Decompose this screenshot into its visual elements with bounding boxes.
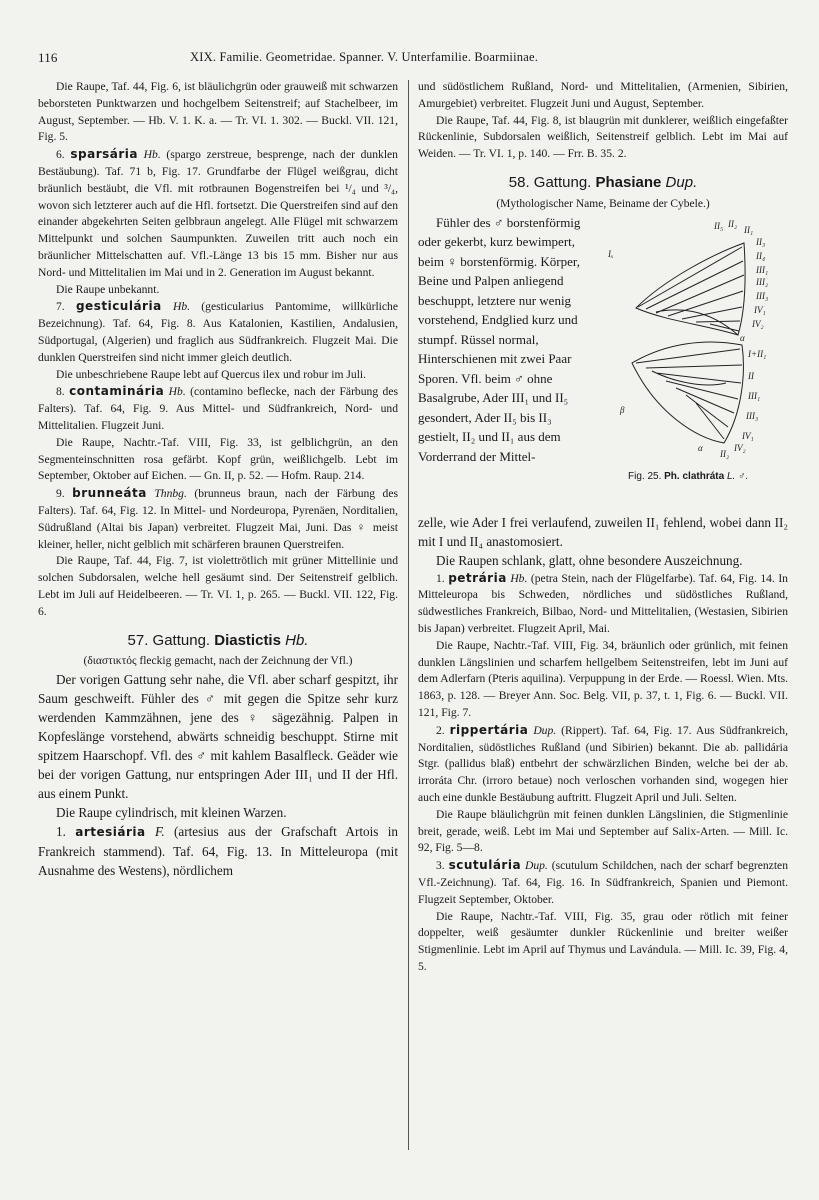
vein-label: IV₁	[754, 304, 766, 315]
vein-label: α	[698, 442, 703, 453]
vein-label: I+II₁	[748, 348, 767, 359]
vein-label: II₄	[756, 250, 766, 261]
left-column	[38, 79, 398, 880]
running-title: XIX. Familie. Geometridae. Spanner. V. Unterfamilie. Boarmiinae.	[190, 50, 539, 64]
figure-block	[418, 213, 788, 513]
species-author: F.	[154, 824, 165, 840]
vein-label: III₃	[746, 410, 759, 421]
vein-label: II	[748, 370, 754, 381]
genus-description: Fühler des ♂ borstenförmig oder gekerbt, kurz bewimpert, beim ♀ borstenförmig. Körper, Beine und Palpen anliegend beschuppt, letztere nur wenig vorstehend, Endglied kurz und stumpf. Rüssel normal, Hinterschienen mit zwei Paar Sporen. Vfl. beim ♂ ohne Basalgrube, Ader III₁ und II₅ gesondert, Ader II₅ bis II₃ gestielt, II₂ und II₁ aus dem Vorderrand der Mittel-	[418, 214, 581, 464]
caterpillar-note: Die Raupe cylindrisch, mit kleinen Warzen.	[56, 805, 287, 821]
species-author: Hb.	[168, 385, 186, 399]
caterpillar-note: Die Raupe bläulichgrün mit feinen dunklen Längslinien, die Stigmenlinie breit, gerade, weiß. Lebt im Mai und September auf Salix-Arten. — Mill. Ic. 92, Fig. 5—8.	[418, 807, 788, 855]
caterpillar-note: Die Raupen schlank, glatt, ohne besondere Auszeichnung.	[436, 552, 743, 568]
vein-label: II₁	[744, 224, 754, 235]
caterpillar-note: Die unbeschriebene Raupe lebt auf Quercus ilex und robur im Juli.	[56, 367, 367, 381]
species-name: sparsária	[70, 147, 138, 162]
caterpillar-note: Die Raupe, Nachtr.-Taf. VIII, Fig. 33, ist gelblichgrün, an den Segmenteinschnitten rosa gefärbt. Kopf grün, weißlichgelb. Lebt im September, Oktober auf Eichen. — Gn. II, p. 52. — Hofm. Raup. 214.	[38, 435, 398, 483]
vein-label: α	[740, 332, 745, 343]
caterpillar-note: Die Raupe, Nachtr.-Taf. VIII, Fig. 35, grau oder rötlich mit feiner doppelter, weiß gesäumter dunkler Rückenlinie und breiter weißer Stigmenlinie. Lebt im April auf Thymus und Lavándula. — Mill. Ic. 39, Fig. 4, 5.	[418, 909, 788, 973]
caterpillar-note: Die Raupe, Taf. 44, Fig. 7, ist violettrötlich mit grüner Mittellinie und solchen Subdorsalen, welche hell gesäumt sind. Der Seitenstreif gelblich. Lebt im Juli auf Heidelbeeren. — Tr. VI. 1, p. 265. — Buckl. VII. 122, Fig. 6.	[38, 554, 398, 618]
vein-label: III₃	[756, 290, 769, 301]
column-divider	[408, 80, 409, 1150]
vein-label: III₁	[748, 390, 761, 401]
species-entry: 7. gesticulária Hb. (gesticularius Pantomime, willkürliche Bezeichnung). Taf. 64, Fig. 8. Aus Katalonien, Kastilien, Andalusien, Südportugal, (Algerien) und fraglich aus Südfrankreich. Flugzeit Mai. Die dunklen Querstreifen sind nicht immer gleich deutlich.	[38, 299, 398, 364]
vein-label: β	[620, 404, 625, 415]
species-entry: 3. scutulária Dup. (scutulum Schildchen, nach der scharf begrenzten Vfl.-Zeichnung). Taf. 64, Fig. 16. In Südfrankreich, Spanien und Piemont. Flugzeit September, Oktober.	[418, 858, 788, 906]
paragraph: Die Raupe, Taf. 44, Fig. 6, ist bläulichgrün oder grauweiß mit schwarzen beborsteten Punktwarzen und hochgelbem Seitenstreif; auf Stachelbeer, im August, September. — Hb. V. 1. K. a. — Tr. VI. 1. 302. — Buckl. VII. 121, Fig. 5.	[38, 80, 398, 144]
genus-name: Phasiane	[595, 173, 662, 191]
genus-description: Der vorigen Gattung sehr nahe, die Vfl. aber scharf gespitzt, ihr Saum geschweift. Fühler des ♂ mit gegen die Spitze sehr kurz werdenden Kammzähnen, jene des ♀ sägezähnig. Palpen in Kopfeslänge vorstehend, abwärts schneidig beschuppt. Stirne mit spitzem Haarschopf. Vfl. des ♂ mit kahlem Basalfleck. Geäder wie bei der vorigen Gattung, nur entspringen Ader III₁ und II der Hfl. aus einem Punkt.	[38, 672, 398, 802]
species-text: (artesius aus der Grafschaft Artois in Frankreich stammend). Taf. 64, Fig. 13. In Mitteleuropa (mit Ausnahme des Westens), nördlichem	[38, 824, 399, 879]
species-entry: 8. contaminária Hb. (contamino beflecke, nach der Färbung des Falters). Taf. 64, Fig. 9. Aus Mittel- und Südfrankreich, Nord- und Mittelitalien. Flugzeit Juni.	[38, 384, 398, 432]
species-entry: 2. rippertária Dup. (Rippert). Taf. 64, Fig. 17. Aus Südfrankreich, Norditalien, südöstliches Rußland (und Sibirien) bekannt. Die ab. pallidária Stgr. (pallidus blaß) entbehrt der schwärzlichen Binden, welche bei der ab. irroráta Chr. (irroro betaue) noch verloschen vorhanden sind, wogegen hier auch eine dunkle Bestäubung auftritt. Flugzeit April und Juli. Selten.	[418, 722, 789, 804]
species-name: gesticulária	[75, 299, 162, 314]
genus-heading: 57. Gattung. Diastictis Hb.	[127, 631, 309, 649]
species-author: Dup.	[533, 723, 557, 737]
species-name: brunneáta	[72, 486, 147, 501]
species-entry: 6. sparsária Hb. (spargo zerstreue, besprenge, nach der dunklen Bestäubung). Taf. 71 b, Fig. 17. Grundfarbe der Flügel weißgrau, dicht bräunlich bestäubt, die Vfl. mit rotbraunen Bogenstreifen bei ¹/₄ und ³/₄, wovon sich letzterer auch auf die Hfl. fortsetzt. Die Querstreifen sind auf den einander abgekehrten Seiten gelbbraun angelegt. Alle Flügel mit schwarzem Mittelpunkt und solchen Saumpunkten. Zuweilen tritt auch noch ein bräunlicher Mittelschatten auf. Vfl.-Länge 13 bis 15 mm. Bisher nur aus Nord- und Mittelitalien im Mai und in 2. Generation im August bekannt.	[38, 147, 398, 279]
species-text: (petra Stein, nach der Flügelfarbe). Taf. 64, Fig. 14. In Mitteleuropa bis Schweden, nördliches und südöstliches Rußland, südwestliches Frankreich, Bilbao, Nord- und Mittelitalien, (Westasien, Sibirien bis Japan) verbreitet. Flugzeit April, Mai.	[418, 571, 788, 635]
vein-label: IV₂	[752, 318, 764, 329]
species-author: Dup.	[524, 859, 548, 873]
vein-label: II₃	[756, 236, 766, 247]
species-name: petrária	[448, 570, 507, 585]
species-name: scutulária	[448, 858, 522, 873]
paragraph: zelle, wie Ader I frei verlaufend, zuweilen II₁ fehlend, wobei dann II₂ mit I und II₄ anastomosiert.	[418, 514, 788, 549]
vein-label: II₂	[720, 448, 730, 459]
species-entry: 1. petrária Hb. (petra Stein, nach der Flügelfarbe). Taf. 64, Fig. 14. In Mitteleuropa bis Schweden, nördliches und südöstliches Rußland, südwestliches Frankreich, Bilbao, Nord- und Mittelitalien, (Westasien, Sibirien bis Japan) verbreitet. Flugzeit April, Mai.	[418, 570, 788, 635]
species-author: Hb.	[143, 148, 161, 162]
vein-label: II₅	[714, 220, 724, 231]
wing-venation-figure	[596, 213, 788, 483]
genus-heading: 58. Gattung. Phasiane Dup.	[508, 173, 698, 191]
species-text: (scutulum Schildchen, nach der scharf begrenzten Vfl.-Zeichnung). Taf. 64, Fig. 16. In Südfrankreich, Spanien und Piemont. Flugzeit September, Oktober.	[418, 859, 788, 906]
species-author: Hb.	[172, 300, 191, 314]
vein-label: IV₂	[734, 442, 746, 453]
species-author: Hb.	[510, 571, 528, 585]
species-entry: 1. artesiária F. (artesius aus der Grafschaft Artois in Frankreich stammend). Taf. 64, Fig. 13. In Mitteleuropa (mit Ausnahme des Westens), nördlichem	[38, 824, 399, 879]
species-name: artesiária	[75, 825, 146, 840]
species-author: Thnbg.	[154, 487, 187, 501]
species-text: (spargo zerstreue, besprenge, nach der dunklen Bestäubung). Taf. 71 b, Fig. 17. Grundfarbe der Flügel weißgrau, dicht bräunlich bestäubt, die Vfl. mit rotbraunen Bogenstreifen bei ¹/₄ und ³/₄, wovon sich letzterer auch auf die Hfl. fortsetzt. Die Querstreifen sind auf den einander abgekehrten Seiten gelbbraun angelegt. Alle Flügel mit schwarzem Mittelpunkt und solchen Saumpunkten. Zuweilen tritt auch noch ein bräunlicher Mittelschatten auf. Vfl.-Länge 13 bis 15 mm. Bisher nur aus Nord- und Mittelitalien im Mai und in 2. Generation im August bekannt.	[38, 148, 398, 279]
caterpillar-note: Die Raupe, Nachtr.-Taf. VIII, Fig. 34, bräunlich oder grünlich, mit feinen dunklen Längslinien und scharfem hellgelbem Seitenstreifen, lebt im Juni auf dem Adlerfarn (Pteris aquilina). Verpuppung in der Erde. — Roessl. Wien. Mts. 1863, p. 128. — Breyer Ann. Soc. Belg. VII, p. 37, t. 1, Fig. 6. — Buckl. VII. 121, Fig. 7.	[418, 638, 788, 719]
genus-etymology: (Mythologischer Name, Beiname der Cybele.)	[496, 197, 710, 210]
vein-label: IV₁	[742, 430, 754, 441]
figure-caption: Fig. 25. Ph. clathráta L. ♂.	[628, 470, 749, 482]
caterpillar-note: Die Raupe, Taf. 44, Fig. 8, ist blaugrün mit dunklerer, weißlich eingefaßter Rückenlinie, Subdorsalen weißlich, Seitenstreif gelblich. Lebt im Mai auf Weiden. — Tr. VI. 1, p. 140. — Frr. B. 35. 2.	[418, 113, 788, 161]
species-name: rippertária	[449, 722, 529, 737]
right-column	[418, 79, 788, 976]
vein-label: II₂	[728, 218, 738, 229]
species-text: (gesticularius Pantomime, willkürliche Bezeichnung). Taf. 64, Fig. 8. Aus Katalonien, Kastilien, Andalusien, Südportugal, (Algerien) und fraglich aus Südfrankreich. Flugzeit Mai. Die dunklen Querstreifen sind nicht immer gleich deutlich.	[38, 300, 398, 364]
caterpillar-note: Die Raupe unbekannt.	[56, 282, 160, 296]
vein-label: III₂	[756, 276, 769, 287]
genus-name: Diastictis	[214, 631, 281, 649]
species-text: (brunneus braun, nach der Färbung des Falters). Taf. 64, Fig. 12. In Mittel- und Nordeuropa, Pyrenäen, Norditalien, Südrußland (Altai bis Japan) verbreitet. Flugzeit Mai, Juni. Das ♀ meist kleiner, heller, nicht gelblich mit schärferen braunen Querstreifen.	[38, 487, 398, 551]
paragraph: und südöstlichem Rußland, Nord- und Mittelitalien, (Armenien, Sibirien, Amurgebiet) verbreitet. Flugzeit Juni und August, September.	[418, 80, 788, 110]
vein-label: Iₓ	[608, 248, 614, 259]
species-name: contaminária	[69, 384, 165, 399]
species-text: (Rippert). Taf. 64, Fig. 17. Aus Südfrankreich, Norditalien, südöstliches Rußland (und Sibirien) bekannt. Die ab. pallidária Stgr. (pallidus blaß) entbehrt der schwärzlichen Binden, welche bei der ab. irroráta Chr. (irroro betaue) noch verloschen vorhanden sind, wogegen hier auch eine dunkle Bestäubung auftritt. Flugzeit April und Juli. Selten.	[418, 723, 789, 804]
genus-etymology: (διαστικτός fleckig gemacht, nach der Zeichnung der Vfl.)	[83, 655, 353, 668]
species-entry: 9. brunneáta Thnbg. (brunneus braun, nach der Färbung des Falters). Taf. 64, Fig. 12. In Mittel- und Nordeuropa, Pyrenäen, Norditalien, Südrußland (Altai bis Japan) verbreitet. Flugzeit Mai, Juni. Das ♀ meist kleiner, heller, nicht gelblich mit schärferen braunen Querstreifen.	[38, 486, 398, 551]
species-text: (contamino beflecke, nach der Färbung des Falters). Taf. 64, Fig. 9. Aus Mittel- und Südfrankreich, Nord- und Mittelitalien. Flugzeit Juni.	[38, 385, 398, 432]
page-number: 116	[38, 50, 58, 65]
vein-label: III₁	[756, 264, 769, 275]
